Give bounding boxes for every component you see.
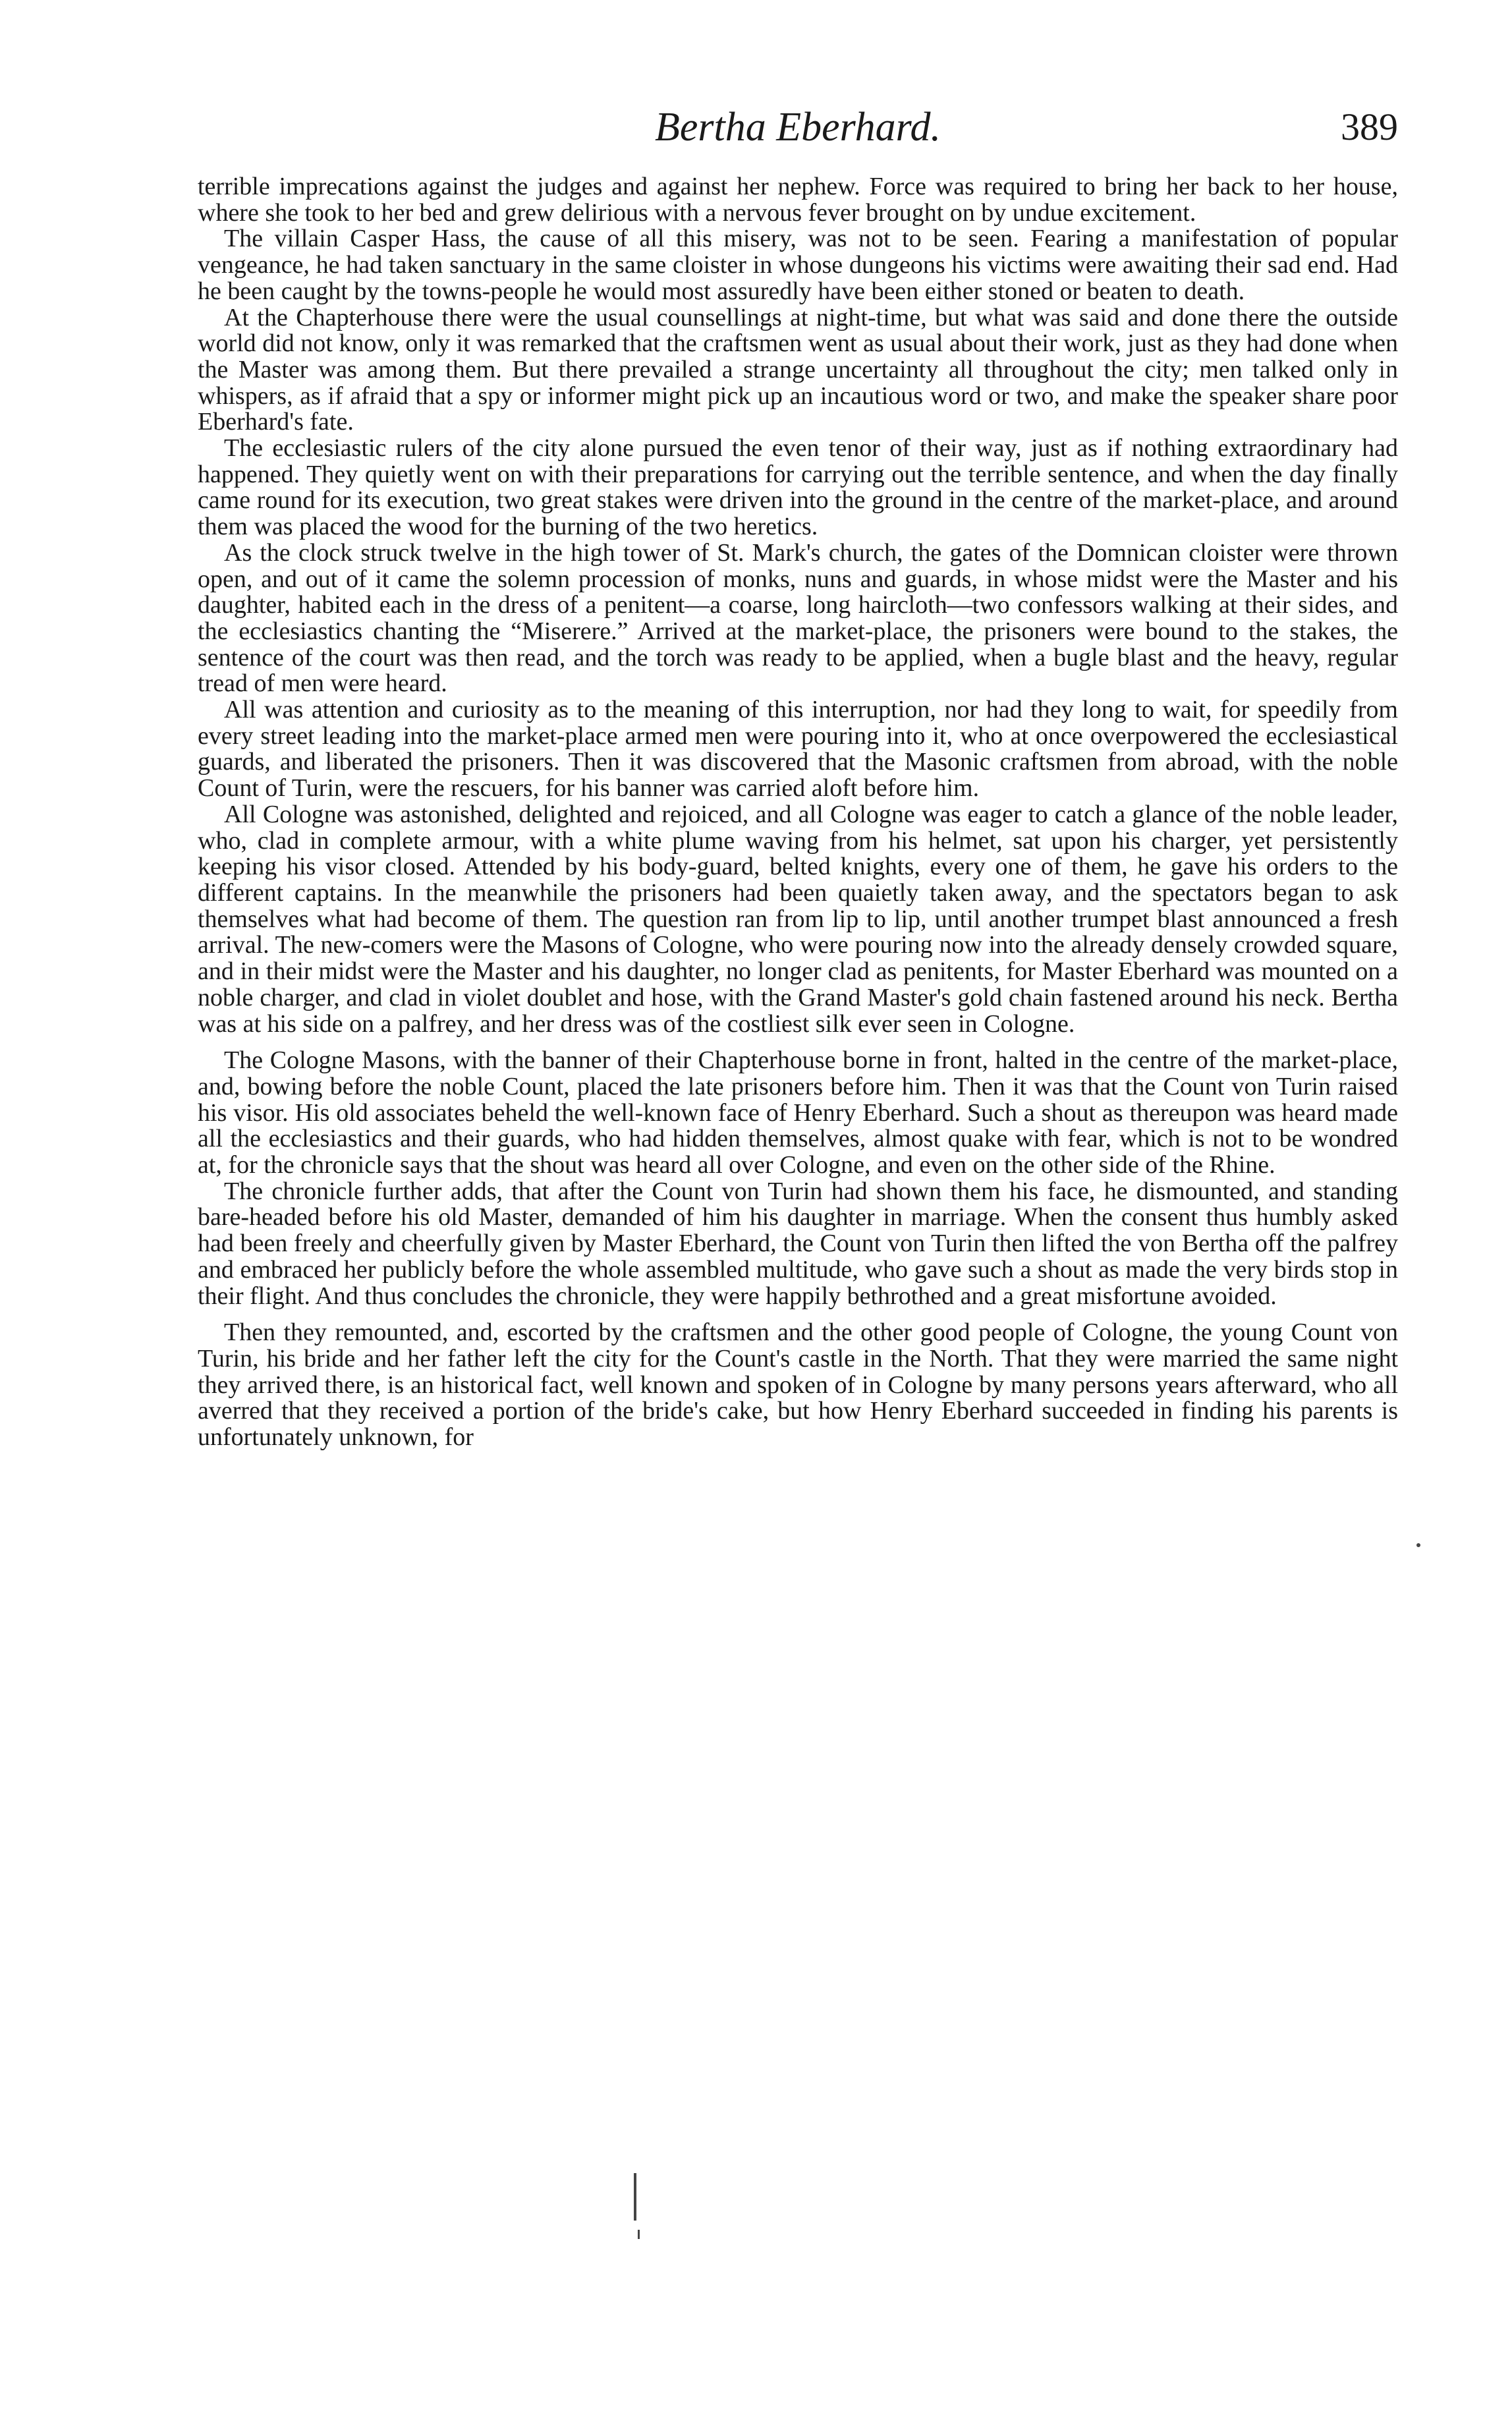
paragraph: The ecclesiastic rulers of the city alone pursued the even tenor of their way, just as if nothing extraordinary had happened. They quietly went on with their preparations for carrying out the terrible sentence, and when the day finally came round for its execution, two great stakes were driven into the ground in the centre of the market-place, and around them was placed the wood for the burning of the two heretics. bbox=[198, 434, 1398, 541]
paragraph: The villain Casper Hass, the cause of all this misery, was not to be seen. Fearing a manifestation of popular vengeance, he had taken sanctuary in the same cloister in whose dungeons his victims were awaiting their sad end. Had he been caught by the towns-people he would most assuredly have been either stoned or beaten to death. bbox=[198, 225, 1398, 305]
page-number: 389 bbox=[1341, 105, 1398, 148]
paragraph: All Cologne was astonished, delighted and rejoiced, and all Cologne was eager to catch a glance of the noble leader, who, clad in complete armour, with a white plume waving from his helmet, sat upon his charger, yet persistently keeping his visor closed. Attended by his body-guard, belted knights, every one of them, he gave his orders to the different captains. In the meanwhile the prisoners had been quaietly taken away, and the spectators began to ask themselves what had become of them. The question ran from lip to lip, until another trumpet blast announced a fresh arrival. The new-comers were the Masons of Cologne, who were pouring now into the already densely crowded square, and in their midst were the Master and his daughter, no longer clad as penitents, for Master Eberhard was mounted on a noble charger, and clad in violet doublet and hose, with the Grand Master's gold chain fastened around his neck. Bertha was at his side on a palfrey, and her dress was of the costliest silk ever seen in Cologne. bbox=[198, 800, 1398, 1038]
paragraph: Then they remounted, and, escorted by the craftsmen and the other good people of Cologne, the young Count von Turin, his bride and her father left the city for the Count's castle in the North. That they were married the same night they arrived there, is an historical fact, well known and spoken of in Cologne by many persons years afterward, who all averred that they received a portion of the bride's cake, but how Henry Eberhard succeeded in finding his parents is unfortunately unknown, for bbox=[198, 1318, 1398, 1452]
running-title: Bertha Eberhard. bbox=[655, 105, 941, 150]
margin-tick-mark bbox=[638, 2230, 640, 2239]
paragraph: As the clock struck twelve in the high tower of St. Mark's church, the gates of the Domnican cloister were thrown open, and out of it came the solemn procession of monks, nuns and guards, in whose midst were the Master and his daughter, habited each in the dress of a penitent—a coarse, long haircloth—two confessors walking at their sides, and the ecclesiastics chanting the “Miserere.” Arrived at the market-place, the prisoners were bound to the stakes, the sentence of the court was then read, and the torch was ready to be applied, when a bugle blast and the heavy, regular tread of men were heard. bbox=[198, 538, 1398, 698]
paragraph: The Cologne Masons, with the banner of their Chapterhouse borne in front, halted in the centre of the market-place, and, bowing before the noble Count, placed the late prisoners before him. Then it was that the Count von Turin raised his visor. His old associates beheld the well-known face of Henry Eberhard. Such a shout as thereupon was heard made all the ecclesiastics and their guards, who had hidden themselves, almost quake with fear, which is not to be wondred at, for the chronicle says that the shout was heard all over Cologne, and even on the other side of the Rhine. bbox=[198, 1046, 1398, 1179]
margin-dot-mark bbox=[1416, 1543, 1420, 1547]
paragraph: The chronicle further adds, that after the Count von Turin had shown them his face, he dismounted, and standing bare-headed before his old Master, demanded of him his daughter in marriage. When the consent thus humbly asked had been freely and cheerfully given by Master Eberhard, the Count von Turin then lifted the von Bertha off the palfrey and embraced her publicly before the whole assembled multitude, who gave such a shout as made the very birds stop in their flight. And thus concludes the chronicle, they were happily bethrothed and a great misfortune avoided. bbox=[198, 1177, 1398, 1310]
running-head bbox=[198, 98, 1398, 157]
body-text bbox=[198, 174, 1398, 1451]
paragraph: At the Chapterhouse there were the usual counsellings at night-time, but what was said and done there the outside world did not know, only it was remarked that the craftsmen went as usual about their work, just as they had done when the Master was among them. But there prevailed a strange uncertainty all throughout the city; men talked only in whispers, as if afraid that a spy or informer might pick up an incautious word or two, and make the speaker share poor Eberhard's fate. bbox=[198, 303, 1398, 436]
margin-tick-mark bbox=[634, 2173, 636, 2221]
paragraph-continued: terrible imprecations against the judges and against her nephew. Force was required to bring her back to her house, where she took to her bed and grew delirious with a nervous fever brought on by undue excitement. bbox=[198, 173, 1398, 227]
paragraph: All was attention and curiosity as to the meaning of this interruption, nor had they long to wait, for speedily from every street leading into the market-place armed men were pouring into it, who at once overpowered the ecclesiastical guards, and liberated the prisoners. Then it was discovered that the Masonic craftsmen from abroad, with the noble Count of Turin, were the rescuers, for his banner was carried aloft before him. bbox=[198, 696, 1398, 803]
